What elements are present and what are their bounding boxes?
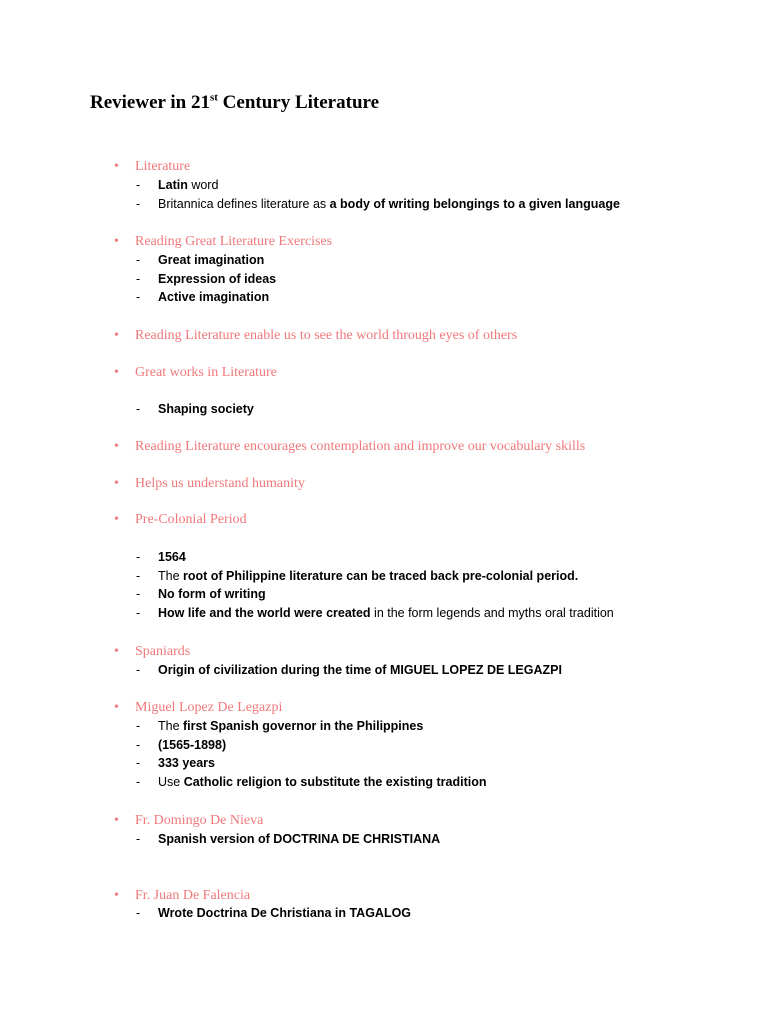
dash-marker: - [136, 253, 141, 267]
bullet-icon: • [114, 476, 119, 491]
bullet-icon: • [114, 439, 119, 454]
section-heading: Spaniards [135, 644, 191, 659]
bullet-icon: • [114, 365, 119, 380]
list-item: Expression of ideas [158, 272, 277, 286]
list-item: Origin of civilization during the time of MIGUEL LOPEZ DE LEGAZPI [158, 663, 562, 677]
dash-marker: - [136, 832, 141, 846]
section-heading: Reading Literature enable us to see the world through eyes of others [135, 328, 518, 343]
section-heading: Fr. Domingo De Nieva [135, 813, 264, 828]
section-heading: Reading Great Literature Exercises [135, 234, 333, 249]
list-item: Use Catholic religion to substitute the existing tradition [158, 775, 487, 789]
dash-marker: - [136, 569, 141, 583]
section-heading: Literature [135, 159, 191, 174]
section-heading: Helps us understand humanity [135, 476, 305, 491]
list-item: Britannica defines literature as a body of writing belongings to a given language [158, 197, 620, 211]
list-item: (1565-1898) [158, 738, 227, 752]
list-item: Latin word [158, 178, 219, 192]
dash-marker: - [136, 550, 141, 564]
section-heading: Fr. Juan De Falencia [135, 888, 251, 903]
list-item: The root of Philippine literature can be traced back pre-colonial period. [158, 569, 579, 583]
bullet-icon: • [114, 159, 119, 174]
dash-marker: - [136, 197, 141, 211]
list-item: No form of writing [158, 587, 266, 601]
dash-marker: - [136, 719, 141, 733]
list-item: 1564 [158, 550, 186, 564]
dash-marker: - [136, 756, 141, 770]
dash-marker: - [136, 290, 141, 304]
list-item: Active imagination [158, 290, 270, 304]
dash-marker: - [136, 178, 141, 192]
dash-marker: - [136, 402, 141, 416]
bullet-icon: • [114, 328, 119, 343]
section-heading: Great works in Literature [135, 365, 277, 380]
list-item: Great imagination [158, 253, 265, 267]
bullet-icon: • [114, 512, 119, 527]
dash-marker: - [136, 738, 141, 752]
bullet-icon: • [114, 813, 119, 828]
dash-marker: - [136, 606, 141, 620]
list-item: Wrote Doctrina De Christiana in TAGALOG [158, 906, 412, 920]
dash-marker: - [136, 663, 141, 677]
list-item: 333 years [158, 756, 216, 770]
dash-marker: - [136, 587, 141, 601]
list-item: The first Spanish governor in the Philippines [158, 719, 424, 733]
dash-marker: - [136, 906, 141, 920]
bullet-icon: • [114, 644, 119, 659]
section-heading: Miguel Lopez De Legazpi [135, 700, 283, 715]
list-item: Spanish version of DOCTRINA DE CHRISTIANA [158, 832, 441, 846]
section-heading: Pre-Colonial Period [135, 512, 247, 527]
bullet-icon: • [114, 700, 119, 715]
dash-marker: - [136, 272, 141, 286]
bullet-icon: • [114, 234, 119, 249]
bullet-icon: • [114, 888, 119, 903]
section-heading: Reading Literature encourages contemplation and improve our vocabulary skills [135, 439, 586, 454]
dash-marker: - [136, 775, 141, 789]
list-item: Shaping society [158, 402, 254, 416]
document-title: Reviewer in 21st Century Literature [90, 91, 380, 113]
list-item: How life and the world were created in the form legends and myths oral tradition [158, 606, 614, 620]
